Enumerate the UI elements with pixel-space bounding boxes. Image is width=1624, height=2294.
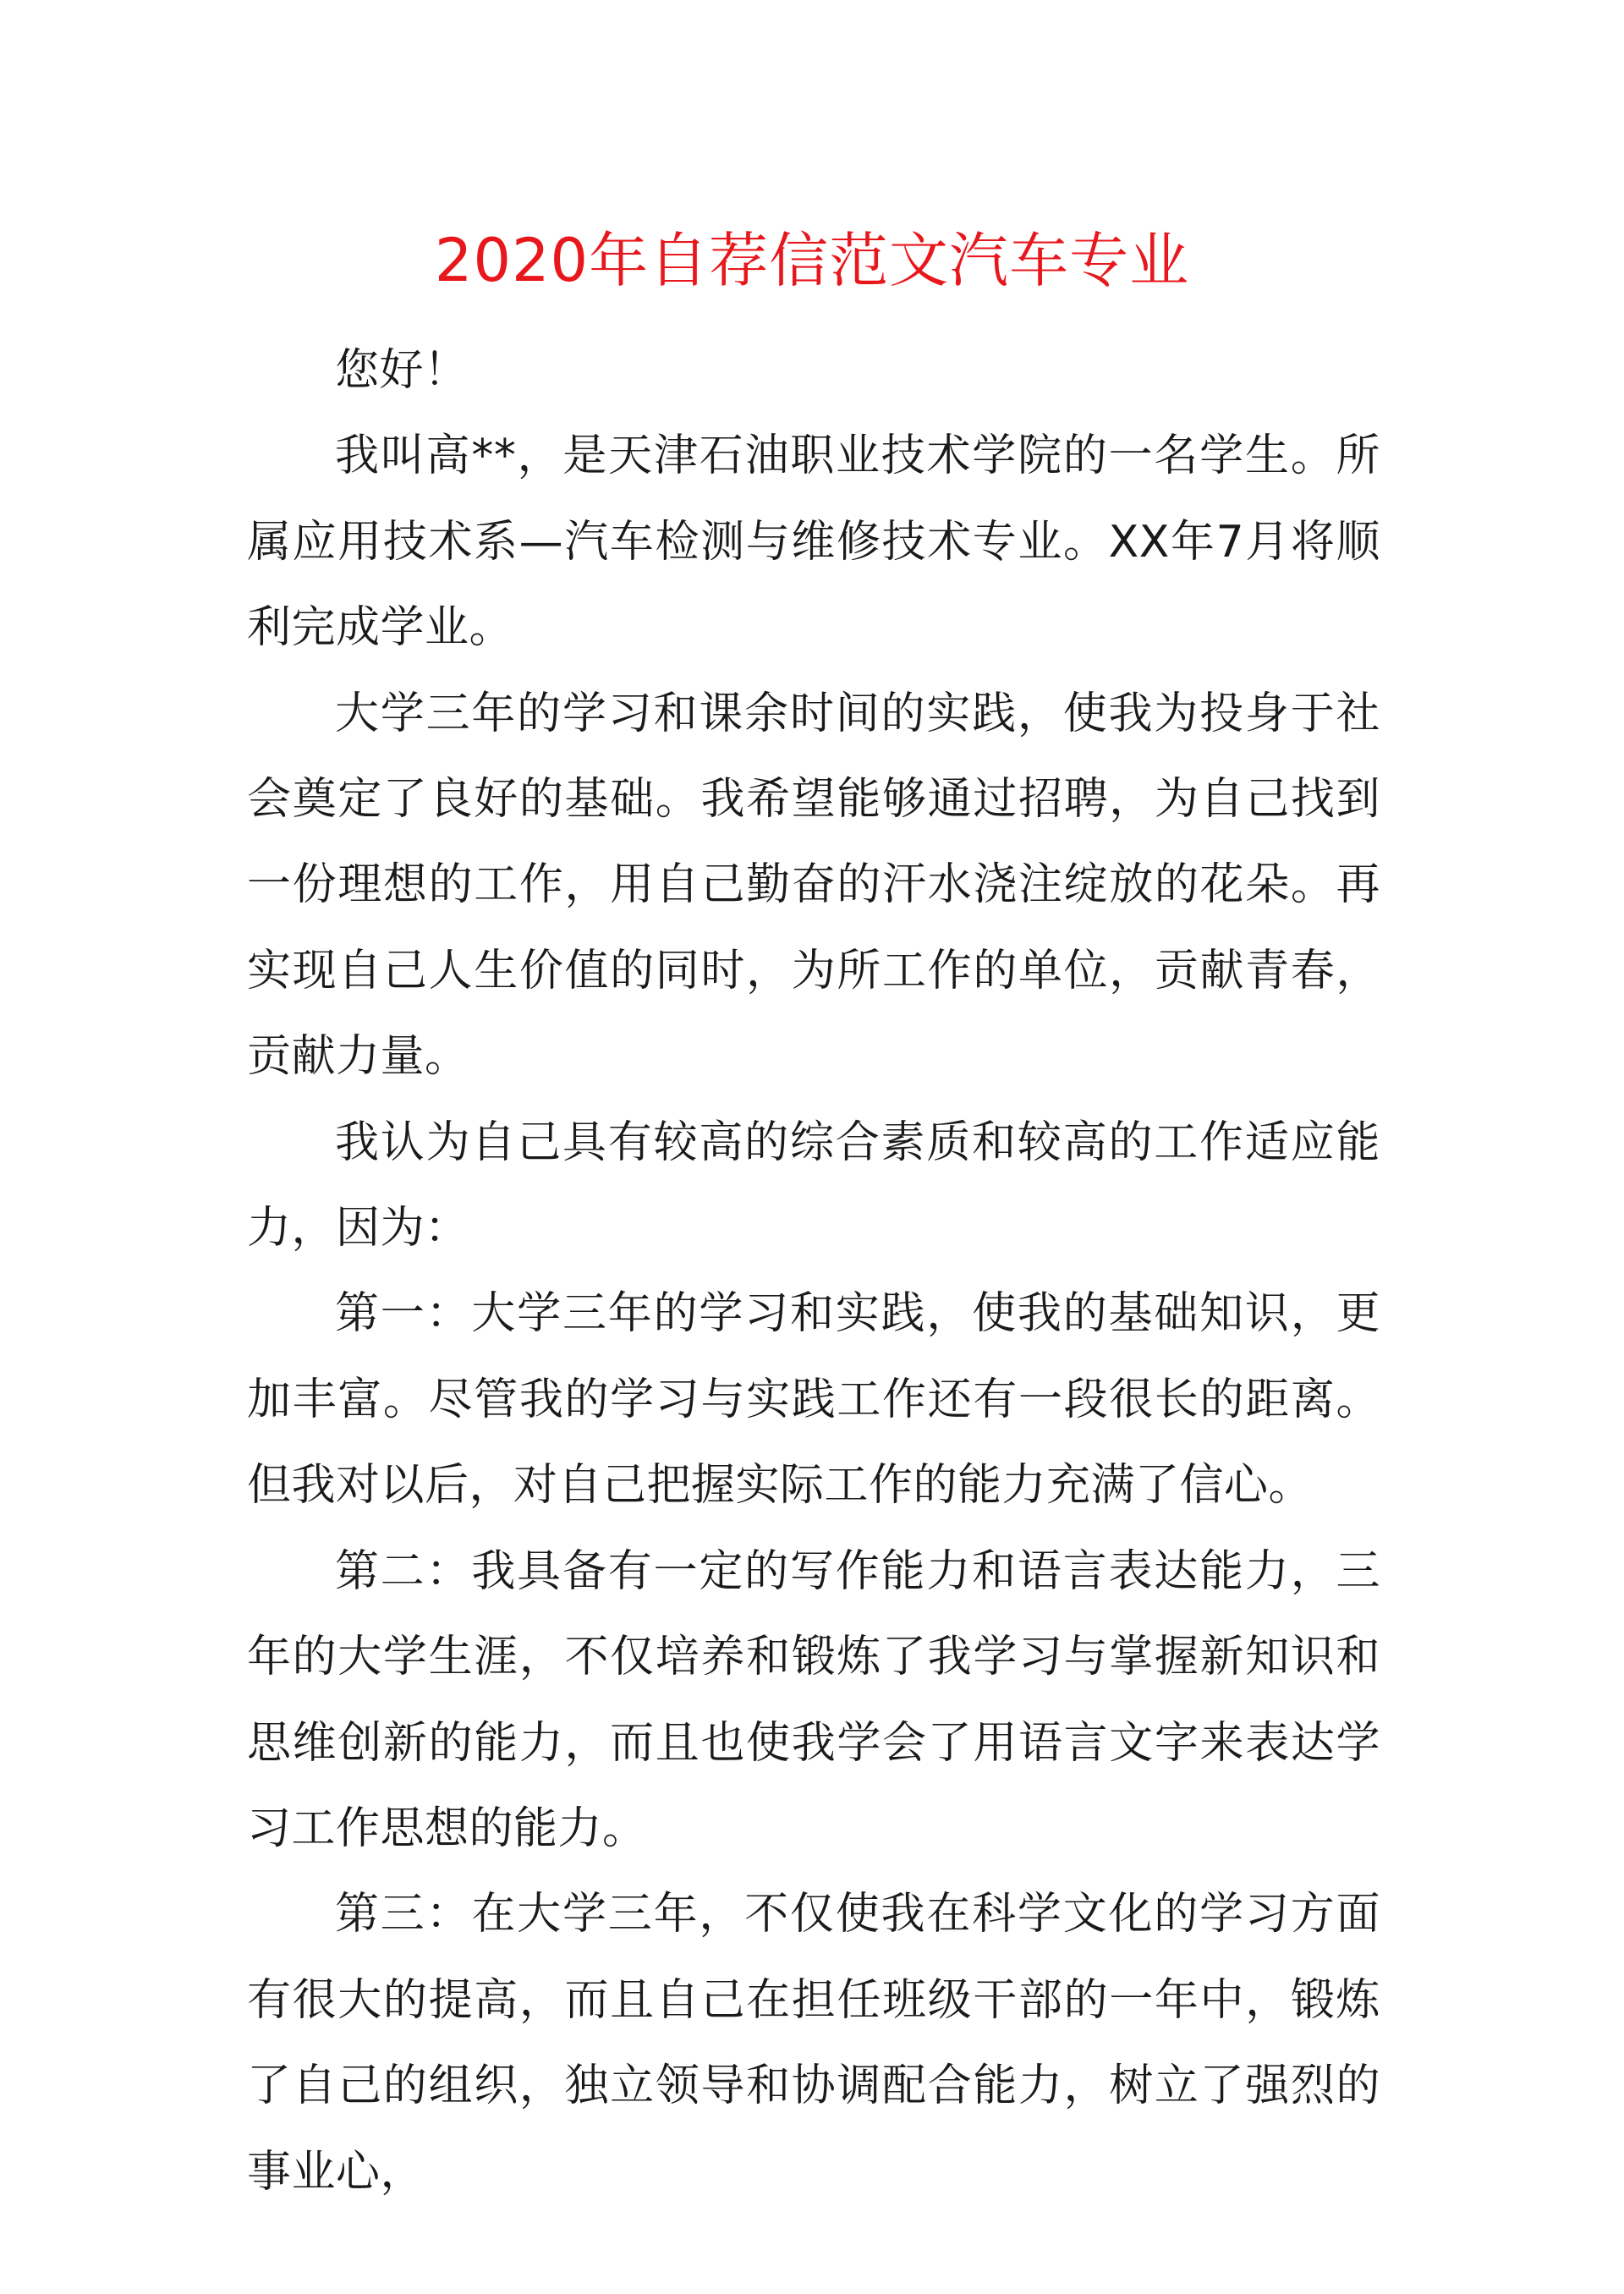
third-reason-paragraph: 第三：在大学三年，不仅使我在科学文化的学习方面有很大的提高，而且自己在担任班级干部的一年中，锻炼了自己的组织，独立领导和协调配合能力，树立了强烈的事业心， <box>247 1889 1380 2198</box>
second-reason-paragraph: 第二：我具备有一定的写作能力和语言表达能力，三年的大学生涯，不仅培养和锻炼了我学习与掌握新知识和思维创新的能力，而且也使我学会了用语言文字来表达学习工作思想的能力。 <box>247 1545 1380 1854</box>
greeting-paragraph: 您好！ <box>335 345 469 396</box>
ability-statement-paragraph: 我认为自己具有较高的综合素质和较高的工作适应能力，因为： <box>247 1117 1380 1254</box>
introduction-paragraph: 我叫高**，是天津石油职业技术学院的一名学生。所属应用技术系—汽车检测与维修技术专业。XX年7月将顺利完成学业。 <box>247 431 1380 654</box>
document-title: 2020年自荐信范文汽车专业 <box>434 226 1190 295</box>
first-reason-paragraph: 第一：大学三年的学习和实践，使我的基础知识，更加丰富。尽管我的学习与实践工作还有一段很长的距离。但我对以后，对自己把握实际工作的能力充满了信心。 <box>247 1288 1380 1512</box>
document-body <box>247 328 1380 2215</box>
study-practice-paragraph: 大学三年的学习和课余时间的实践，使我为投身于社会奠定了良好的基础。我希望能够通过招聘，为自己找到一份理想的工作，用自己勤奋的汗水浇注绽放的花朵。再实现自己人生价值的同时，为所工作的单位，贡献青春，贡献力量。 <box>247 688 1380 1083</box>
